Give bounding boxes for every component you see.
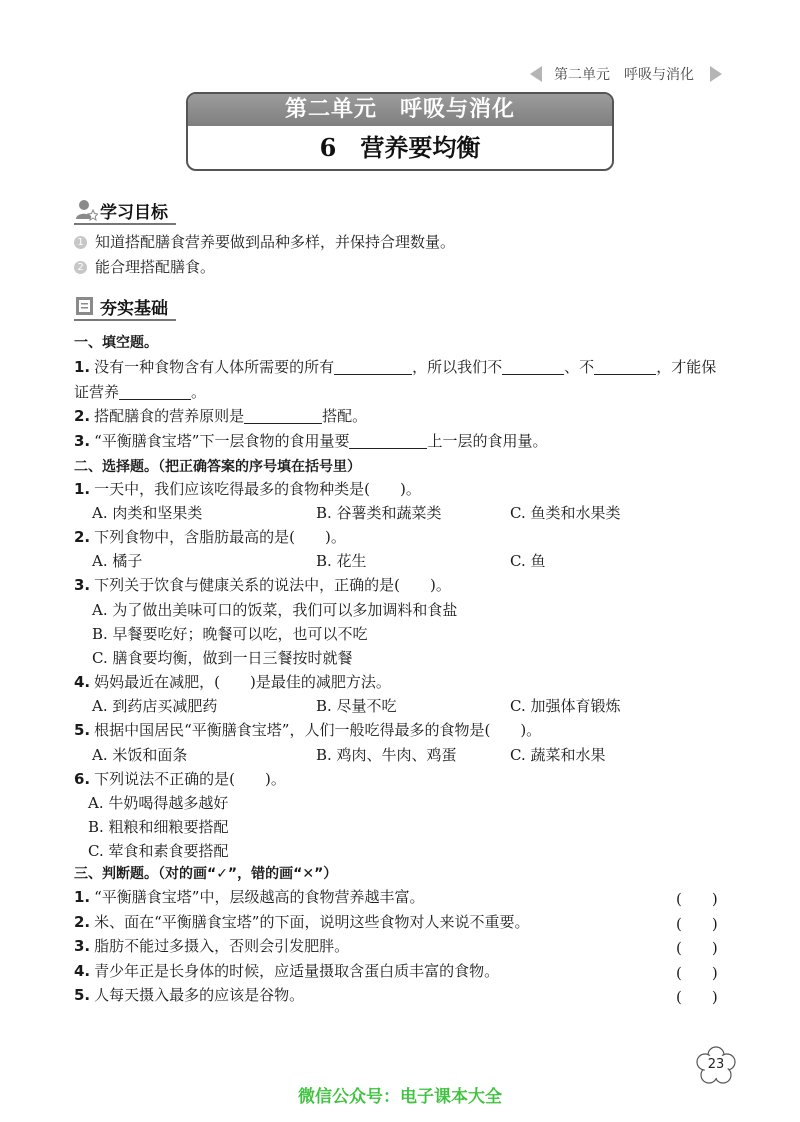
judge-question xyxy=(74,886,424,908)
fill-question xyxy=(74,430,548,452)
question-number: 1. xyxy=(74,358,91,376)
choice-question xyxy=(74,768,286,790)
question-text: 搭配。 xyxy=(322,407,368,425)
answer-blank[interactable] xyxy=(349,432,427,449)
part1-heading: 一、填空题。 xyxy=(74,335,158,351)
fill-question xyxy=(74,356,716,378)
choice-question xyxy=(74,478,421,500)
question-number: 3. xyxy=(74,576,91,594)
question-text: ，才能保 xyxy=(656,358,717,376)
objective-text: 知道搭配膳食营养要做到品种多样，并保持合理数量。 xyxy=(95,233,456,251)
judge-question xyxy=(74,984,304,1006)
choice-option[interactable]: C. 鱼 xyxy=(510,552,546,570)
page-number-badge xyxy=(696,1046,736,1086)
choice-option[interactable]: A. 为了做出美味可口的饭菜，我们可以多加调料和食盐 xyxy=(92,601,458,619)
objectives-underline xyxy=(74,223,176,225)
question-number: 1. xyxy=(74,888,91,906)
choice-option[interactable]: A. 米饭和面条 xyxy=(92,746,188,764)
question-number: 2. xyxy=(74,528,91,546)
question-text: 证营养 xyxy=(74,383,120,401)
choice-option[interactable]: A. 到药店买减肥药 xyxy=(92,697,218,715)
basics-heading-label: 夯实基础 xyxy=(100,299,168,319)
running-header-text: 第二单元 呼吸与消化 xyxy=(554,67,694,83)
question-text: ，所以我们不 xyxy=(412,358,503,376)
question-number: 1. xyxy=(74,480,91,498)
question-text: 青少年正是长身体的时候，应适量摄取含蛋白质丰富的食物。 xyxy=(94,962,500,980)
choice-question xyxy=(74,671,391,693)
lesson-title: 6 营养要均衡 xyxy=(319,133,481,162)
question-text: 、不 xyxy=(564,358,595,376)
choice-option[interactable]: B. 尽量不吃 xyxy=(316,697,397,715)
judge-question xyxy=(74,960,499,982)
choice-question xyxy=(74,574,451,596)
objectives-heading-label: 学习目标 xyxy=(100,203,168,223)
person-star-icon xyxy=(74,198,98,222)
question-number: 3. xyxy=(74,937,91,955)
choice-option[interactable]: C. 膳食要均衡，做到一日三餐按时就餐 xyxy=(92,649,353,667)
objective-number: 1 xyxy=(74,236,87,249)
question-text: 。 xyxy=(191,383,207,401)
choice-question xyxy=(74,526,346,548)
choice-option[interactable]: B. 谷薯类和蔬菜类 xyxy=(316,504,442,522)
question-text: 搭配膳食的营养原则是 xyxy=(94,407,245,425)
objective-text: 能合理搭配膳食。 xyxy=(95,258,216,276)
question-text: 米、面在“平衡膳食宝塔”的下面，说明这些食物对人来说不重要。 xyxy=(94,913,530,931)
question-number: 2. xyxy=(74,913,91,931)
answer-blank[interactable] xyxy=(334,358,412,375)
question-stem: 一天中，我们应该吃得最多的食物种类是( )。 xyxy=(94,480,421,498)
answer-blank[interactable] xyxy=(594,358,656,375)
question-stem: 根据中国居民“平衡膳食宝塔”，人们一般吃得最多的食物是( )。 xyxy=(94,721,542,739)
question-number: 2. xyxy=(74,407,91,425)
running-header xyxy=(530,64,730,84)
book-icon xyxy=(74,295,96,317)
judge-question xyxy=(74,911,529,933)
question-stem: 下列关于饮食与健康关系的说法中，正确的是( )。 xyxy=(94,576,451,594)
choice-option[interactable]: A. 橘子 xyxy=(92,552,143,570)
answer-parentheses[interactable]: ( ) xyxy=(676,915,718,933)
answer-parentheses[interactable]: ( ) xyxy=(676,988,718,1006)
objective-item xyxy=(74,256,215,277)
choice-option[interactable]: B. 早餐要吃好；晚餐可以吃，也可以不吃 xyxy=(92,625,368,643)
judge-question xyxy=(74,935,349,957)
question-text: “平衡膳食宝塔”中，层级越高的食物营养越丰富。 xyxy=(94,888,425,906)
choice-option[interactable]: A. 肉类和坚果类 xyxy=(92,504,203,522)
question-number: 5. xyxy=(74,986,91,1004)
choice-option[interactable]: B. 花生 xyxy=(316,552,367,570)
fill-question-continued xyxy=(74,381,206,403)
left-triangle-icon xyxy=(530,66,542,82)
choice-option[interactable]: A. 牛奶喝得越多越好 xyxy=(88,794,229,812)
objective-number: 2 xyxy=(74,261,87,274)
choice-option[interactable]: B. 粗粮和细粮要搭配 xyxy=(88,818,229,836)
question-number: 4. xyxy=(74,962,91,980)
question-stem: 妈妈最近在减肥，( )是最佳的减肥方法。 xyxy=(94,673,391,691)
choice-option[interactable]: C. 荤食和素食要搭配 xyxy=(88,842,229,860)
lesson-title-box xyxy=(186,92,614,171)
unit-title: 第二单元 呼吸与消化 xyxy=(188,94,612,126)
choice-option[interactable]: B. 鸡肉、牛肉、鸡蛋 xyxy=(316,746,457,764)
question-stem: 下列说法不正确的是( )。 xyxy=(94,770,286,788)
objective-item xyxy=(74,231,455,252)
question-text: 人每天摄入最多的应该是谷物。 xyxy=(94,986,305,1004)
fill-question xyxy=(74,405,367,427)
answer-parentheses[interactable]: ( ) xyxy=(676,939,718,957)
question-number: 5. xyxy=(74,721,91,739)
basics-underline xyxy=(74,319,176,321)
question-stem: 下列食物中，含脂肪最高的是( )。 xyxy=(94,528,346,546)
question-number: 3. xyxy=(74,432,91,450)
question-text: 没有一种食物含有人体所需要的所有 xyxy=(94,358,335,376)
right-triangle-icon xyxy=(710,66,722,82)
footer-watermark: 微信公众号：电子课本大全 xyxy=(298,1087,502,1107)
answer-blank[interactable] xyxy=(502,358,564,375)
question-number: 6. xyxy=(74,770,91,788)
choice-question xyxy=(74,719,541,741)
choice-option[interactable]: C. 加强体育锻炼 xyxy=(510,697,621,715)
answer-parentheses[interactable]: ( ) xyxy=(676,890,718,908)
answer-blank[interactable] xyxy=(119,383,191,400)
part3-heading: 三、判断题。（对的画“✓”，错的画“✕”） xyxy=(74,866,338,882)
question-number: 4. xyxy=(74,673,91,691)
objectives-heading xyxy=(74,198,214,224)
page-number: 23 xyxy=(707,1057,725,1072)
answer-parentheses[interactable]: ( ) xyxy=(676,964,718,982)
question-text: 脂肪不能过多摄入，否则会引发肥胖。 xyxy=(94,937,350,955)
basics-heading xyxy=(74,294,214,320)
part2-heading: 二、选择题。（把正确答案的序号填在括号里） xyxy=(74,459,361,475)
choice-option[interactable]: C. 蔬菜和水果 xyxy=(510,746,606,764)
question-text: “平衡膳食宝塔”下一层食物的食用量要 xyxy=(94,432,350,450)
choice-option[interactable]: C. 鱼类和水果类 xyxy=(510,504,621,522)
answer-blank[interactable] xyxy=(244,407,322,424)
question-text: 上一层的食用量。 xyxy=(427,432,548,450)
